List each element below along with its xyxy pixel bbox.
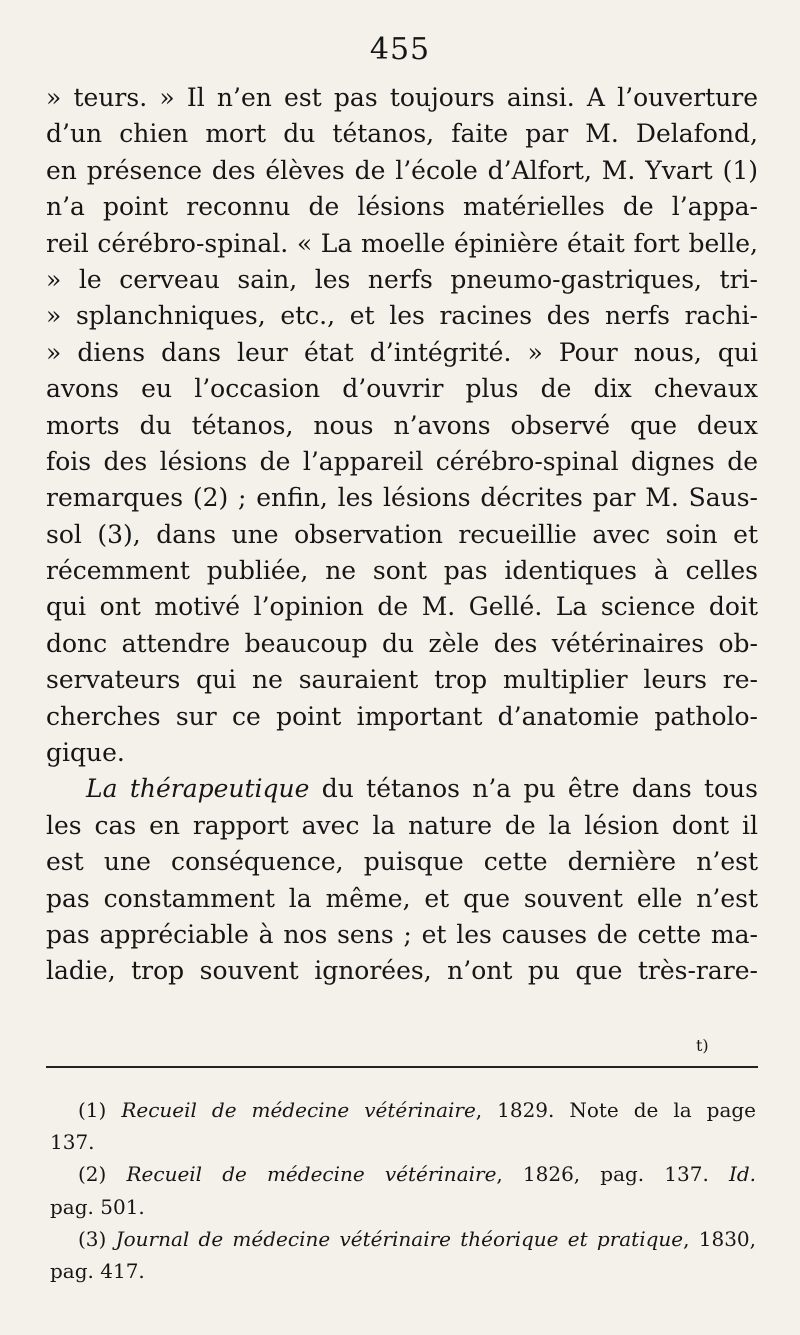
footnote-marker: (1) (78, 1098, 122, 1122)
text-line: pas appréciable à nos sens ; et les causes de cette ma- (46, 919, 758, 949)
footnote-text: , 1829. Note de la page (475, 1098, 756, 1122)
text-line: qui ont motivé l’opinion de M. Gellé. La science doit (46, 592, 758, 622)
text-line: en présence des élèves de l’école d’Alfort, M. Yvart (1) (46, 155, 758, 185)
text-line: fois des lésions de l’appareil cérébro-spinal dignes de (46, 446, 758, 476)
text-line: morts du tétanos, nous n’avons observé que deux (46, 410, 758, 440)
body-text (46, 80, 758, 990)
footnote-marker: (3) (78, 1226, 116, 1251)
footnote-ibid: Id. (728, 1162, 756, 1187)
text-line: est une conséquence, puisque cette dernière n’est (46, 847, 758, 877)
footnote-3 (50, 1223, 756, 1255)
text-line: les cas en rapport avec la nature de la lésion dont il (46, 810, 758, 840)
text-line: remarques (2) ; enfin, les lésions décrites par M. Saus- (46, 483, 758, 513)
text-line: donc attendre beaucoup du zèle des vétérinaires ob- (46, 628, 758, 658)
text-line: » le cerveau sain, les nerfs pneumo-gastriques, tri- (46, 264, 758, 294)
footnote-divider (46, 1066, 758, 1068)
footnote-marker: (2) (78, 1162, 127, 1187)
italic-term: La thérapeutique (86, 774, 310, 804)
footnote-title: Journal de médecine vétérinaire théorique et pratique (115, 1226, 684, 1251)
text-line: d’un chien mort du tétanos, faite par M. Delafond, (46, 119, 758, 149)
text-line: gique. (46, 738, 125, 768)
text-line: servateurs qui ne sauraient trop multiplier leurs re- (46, 665, 758, 695)
text-line: n’a point reconnu de lésions matérielles de l’appa- (46, 192, 758, 222)
text-line: pas constamment la même, et que souvent elle n’est (46, 883, 758, 913)
footnote-text: , 1826, pag. 137. (496, 1162, 729, 1187)
footnote-title: Recueil de médecine vétérinaire (121, 1098, 476, 1122)
paragraph-start (46, 771, 758, 807)
footnote-title: Recueil de médecine vétérinaire (126, 1162, 497, 1187)
footnote-1 (50, 1094, 756, 1126)
text-line: » splanchniques, etc., et les racines des nerfs rachi- (46, 301, 758, 331)
text-line: » teurs. » Il n’en est pas toujours ainsi. A l’ouverture (46, 83, 758, 112)
footnote-2-cont: pag. 501. (50, 1194, 145, 1219)
text-line: sol (3), dans une observation recueillie avec soin et (46, 519, 758, 549)
footnote-1-cont: 137. (50, 1130, 95, 1155)
footnote-3-cont: pag. 417. (50, 1258, 145, 1283)
footnote-2 (50, 1158, 756, 1190)
signature-mark: t) (696, 1036, 709, 1055)
text-line: cherches sur ce point important d’anatomie patholo- (46, 701, 758, 731)
text-line: avons eu l’occasion d’ouvrir plus de dix chevaux (46, 374, 758, 404)
text-line: récemment publiée, ne sont pas identiques à celles (46, 556, 758, 586)
text-line: ladie, trop souvent ignorées, n’ont pu que très-rare- (46, 956, 758, 986)
footnotes (50, 1094, 756, 1287)
text-run: du tétanos n’a pu être dans tous (309, 774, 758, 804)
text-line: reil cérébro-spinal. « La moelle épinière était fort belle, (46, 228, 758, 258)
page-number: 455 (369, 32, 431, 67)
text-line: » diens dans leur état d’intégrité. » Pour nous, qui (46, 337, 758, 367)
footnote-text: , 1830, (683, 1226, 756, 1251)
